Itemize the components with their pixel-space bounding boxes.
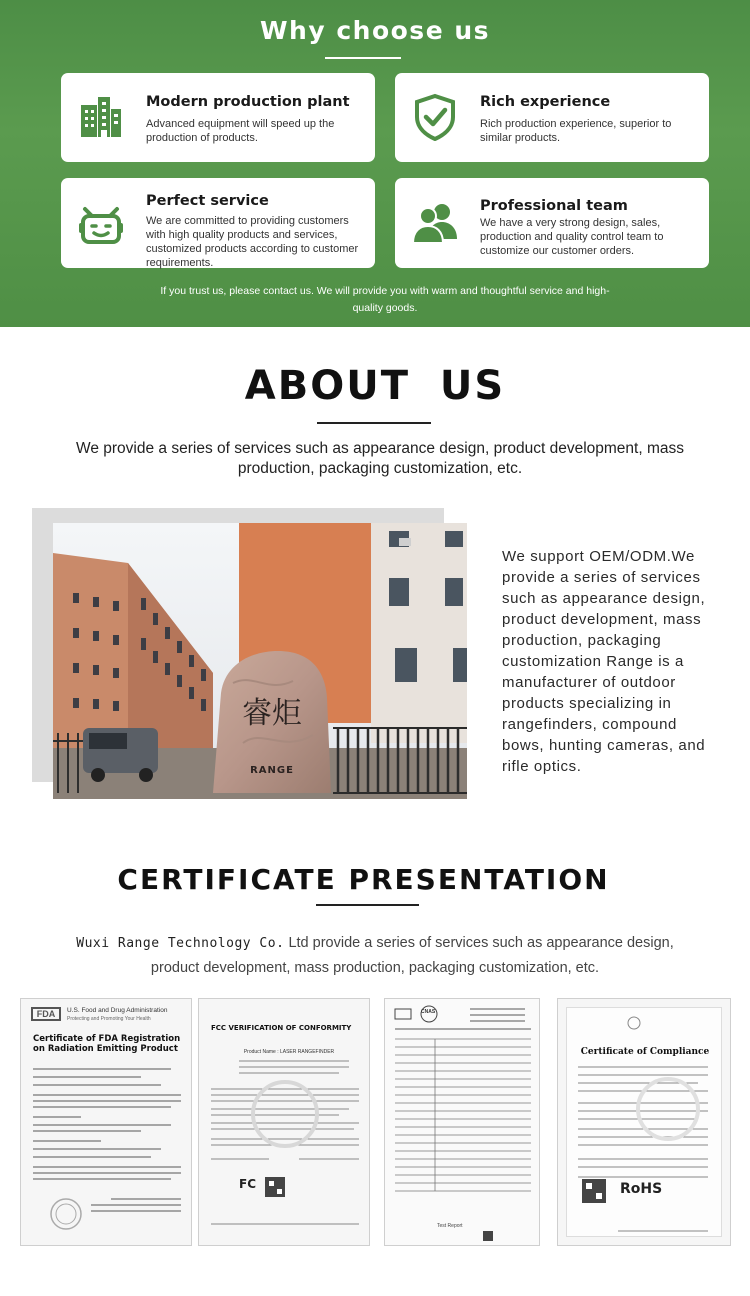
rock-sign-chars: 睿炬	[242, 696, 302, 731]
card-perfect-service	[61, 178, 375, 268]
test-report-title: Test Report	[437, 1223, 463, 1229]
compliance-body-lines	[558, 999, 731, 1246]
fda-header: U.S. Food and Drug Administration	[67, 1007, 168, 1014]
fcc-logo: FC	[239, 1177, 257, 1191]
about-title-underline	[317, 422, 431, 424]
card-text: Rich production experience, superior to similar products.	[480, 118, 672, 144]
fda-certificate	[20, 998, 192, 1246]
compliance-title: Certificate of Compliance	[580, 1047, 710, 1057]
shield-check-icon	[411, 93, 459, 141]
fcc-certificate	[198, 998, 370, 1246]
fda-title: Certificate of FDA Registration on Radiation Emitting Product	[33, 1034, 181, 1054]
why-choose-us-section	[0, 0, 750, 327]
cert-intro-text	[60, 931, 690, 981]
fcc-body-lines	[199, 999, 370, 1246]
card-text: We have a very strong design, sales, production and quality control team to customize our customer orders.	[480, 217, 664, 257]
fcc-title: FCC VERIFICATION OF CONFORMITY	[211, 1024, 352, 1032]
about-side-text: We support OEM/ODM.We provide a series of services such as appearance design, product development, mass production, packaging customization Range is a manufacturer of outdoor products specializing in rangefinders, compound bows, hunting cameras, and rifle optics.	[502, 548, 706, 775]
company-building-photo	[53, 523, 467, 799]
fda-subheader: Protecting and Promoting Your Health	[67, 1016, 151, 1022]
cert-intro-body: Ltd provide a series of services such as appearance design, product development, mass production, packaging customization, etc.	[150, 935, 674, 976]
card-text: We are committed to providing customers with high quality products and services, customized products according to customer requirements.	[146, 215, 359, 269]
test-report-certificate	[384, 998, 540, 1246]
card-title: Rich experience	[480, 94, 611, 110]
cert-title: CERTIFICATE PRESENTATION	[117, 863, 610, 896]
card-rich-experience	[395, 73, 709, 162]
service-face-icon	[77, 199, 125, 247]
compliance-certificate	[557, 998, 731, 1246]
building-illustration	[53, 523, 467, 799]
factory-icon	[77, 93, 125, 141]
card-text: Advanced equipment will speed up the production of products.	[146, 118, 335, 144]
why-title-underline	[325, 57, 401, 59]
cert-title-underline	[316, 904, 419, 906]
fcc-product: Product Name : LASER RANGEFINDER	[243, 1049, 335, 1055]
card-title: Perfect service	[146, 193, 269, 209]
card-professional-team	[395, 178, 709, 268]
team-icon	[411, 199, 459, 247]
fda-body-lines	[21, 999, 192, 1246]
card-title: Professional team	[480, 198, 628, 214]
why-title: Why choose us	[259, 16, 491, 45]
why-footer-text: If you trust us, please contact us. We will provide you with warm and thoughtful service and high-quality goods.	[160, 285, 610, 314]
card-modern-production-plant	[61, 73, 375, 162]
company-name: Wuxi Range Technology Co.	[76, 936, 285, 951]
about-intro-text: We provide a series of services such as appearance design, product development, mass production, packaging customization, etc.	[76, 440, 684, 477]
card-title: Modern production plant	[146, 94, 350, 110]
about-title: ABOUT US	[244, 363, 506, 409]
test-report-body	[385, 999, 540, 1246]
rock-sign-text: RANGE	[250, 765, 294, 776]
rohs-logo: RoHS	[620, 1181, 663, 1197]
fda-logo: FDA	[31, 1007, 61, 1021]
cnas-badge: CNAS	[421, 1009, 436, 1015]
